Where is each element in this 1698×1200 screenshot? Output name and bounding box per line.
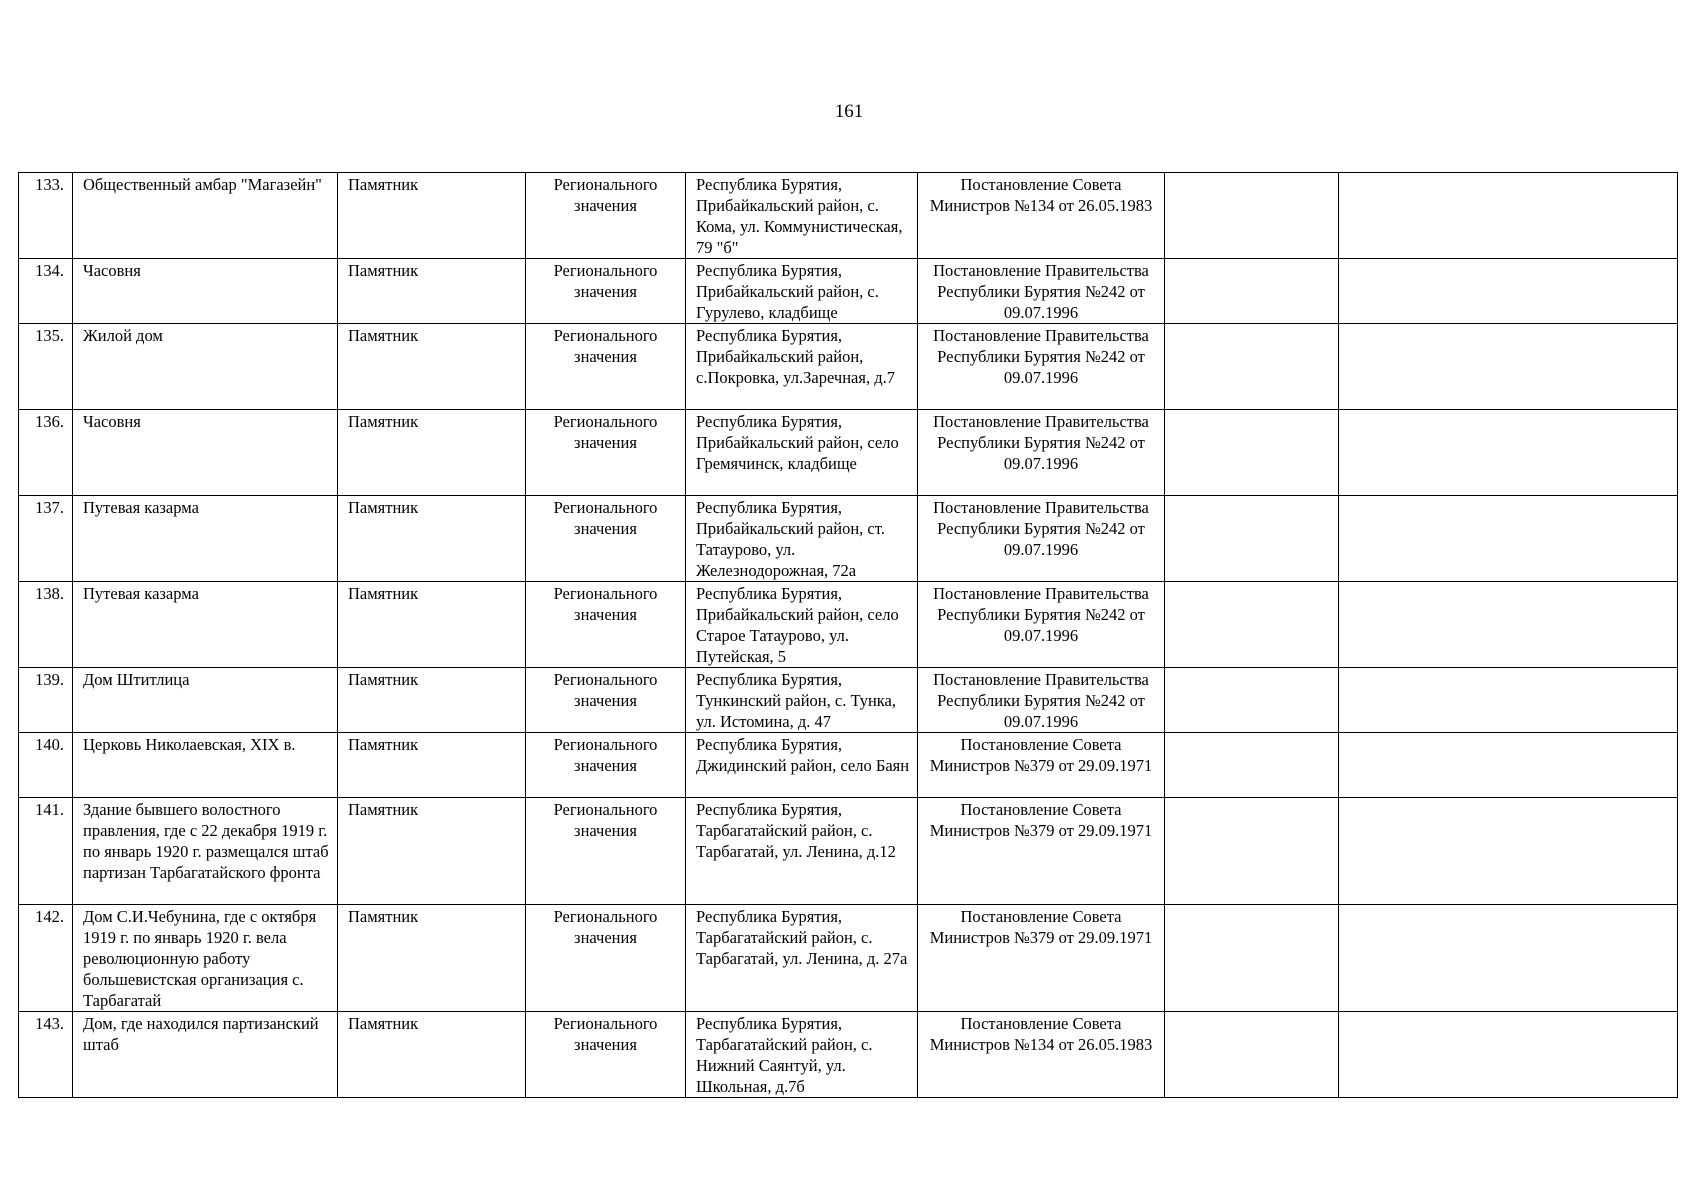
- object-name: Здание бывшего волостного правления, где с 22 декабря 1919 г. по январь 1920 г. размещался штаб партизан Тарбагатайского фронта: [73, 798, 338, 905]
- object-name: Общественный амбар "Магазейн": [73, 173, 338, 259]
- object-category: Памятник: [338, 798, 526, 905]
- object-address: Республика Бурятия, Прибайкальский район, с.Покровка, ул.Заречная, д.7: [686, 324, 918, 410]
- table-row: [19, 668, 1678, 733]
- table-row: [19, 733, 1678, 798]
- empty-cell: [1339, 173, 1678, 259]
- row-number: 143.: [19, 1012, 73, 1098]
- row-number: 141.: [19, 798, 73, 905]
- object-name: Жилой дом: [73, 324, 338, 410]
- row-number: 139.: [19, 668, 73, 733]
- row-number: 138.: [19, 582, 73, 668]
- object-category: Памятник: [338, 582, 526, 668]
- object-significance: Регионального значения: [526, 1012, 686, 1098]
- object-significance: Регионального значения: [526, 668, 686, 733]
- object-category: Памятник: [338, 1012, 526, 1098]
- legal-document: Постановление Правительства Республики Бурятия №242 от 09.07.1996: [918, 496, 1165, 582]
- legal-document: Постановление Совета Министров №379 от 29.09.1971: [918, 798, 1165, 905]
- legal-document: Постановление Правительства Республики Бурятия №242 от 09.07.1996: [918, 410, 1165, 496]
- empty-cell: [1165, 173, 1339, 259]
- empty-cell: [1339, 1012, 1678, 1098]
- object-significance: Регионального значения: [526, 410, 686, 496]
- object-address: Республика Бурятия, Прибайкальский район, с. Гурулево, кладбище: [686, 259, 918, 324]
- object-address: Республика Бурятия, Прибайкальский район, с. Кома, ул. Коммунистическая, 79 "б": [686, 173, 918, 259]
- object-name: Путевая казарма: [73, 496, 338, 582]
- empty-cell: [1339, 324, 1678, 410]
- empty-cell: [1165, 259, 1339, 324]
- empty-cell: [1339, 905, 1678, 1012]
- table-row: [19, 798, 1678, 905]
- table-row: [19, 173, 1678, 259]
- object-category: Памятник: [338, 259, 526, 324]
- empty-cell: [1165, 668, 1339, 733]
- legal-document: Постановление Правительства Республики Бурятия №242 от 09.07.1996: [918, 259, 1165, 324]
- object-significance: Регионального значения: [526, 496, 686, 582]
- row-number: 135.: [19, 324, 73, 410]
- object-significance: Регионального значения: [526, 798, 686, 905]
- empty-cell: [1165, 324, 1339, 410]
- empty-cell: [1339, 733, 1678, 798]
- empty-cell: [1165, 496, 1339, 582]
- object-name: Дом С.И.Чебунина, где с октября 1919 г. по январь 1920 г. вела революционную работу большевистская организация с. Тарбагатай: [73, 905, 338, 1012]
- row-number: 137.: [19, 496, 73, 582]
- object-address: Республика Бурятия, Прибайкальский район, село Гремячинск, кладбище: [686, 410, 918, 496]
- object-address: Республика Бурятия, Прибайкальский район, ст. Татаурово, ул. Железнодорожная, 72а: [686, 496, 918, 582]
- object-address: Республика Бурятия, Прибайкальский район, село Старое Татаурово, ул. Путейская, 5: [686, 582, 918, 668]
- legal-document: Постановление Совета Министров №379 от 29.09.1971: [918, 733, 1165, 798]
- empty-cell: [1339, 798, 1678, 905]
- page-number: 161: [834, 101, 864, 122]
- legal-document: Постановление Правительства Республики Бурятия №242 от 09.07.1996: [918, 668, 1165, 733]
- table-row: [19, 410, 1678, 496]
- row-number: 134.: [19, 259, 73, 324]
- object-name: Часовня: [73, 410, 338, 496]
- empty-cell: [1165, 733, 1339, 798]
- empty-cell: [1165, 582, 1339, 668]
- object-significance: Регионального значения: [526, 324, 686, 410]
- object-category: Памятник: [338, 410, 526, 496]
- object-address: Республика Бурятия, Джидинский район, село Баян: [686, 733, 918, 798]
- legal-document: Постановление Правительства Республики Бурятия №242 от 09.07.1996: [918, 324, 1165, 410]
- empty-cell: [1339, 668, 1678, 733]
- object-name: Путевая казарма: [73, 582, 338, 668]
- object-significance: Регионального значения: [526, 905, 686, 1012]
- object-category: Памятник: [338, 496, 526, 582]
- row-number: 136.: [19, 410, 73, 496]
- empty-cell: [1339, 259, 1678, 324]
- object-significance: Регионального значения: [526, 582, 686, 668]
- object-category: Памятник: [338, 668, 526, 733]
- object-category: Памятник: [338, 905, 526, 1012]
- legal-document: Постановление Совета Министров №134 от 26.05.1983: [918, 1012, 1165, 1098]
- object-category: Памятник: [338, 733, 526, 798]
- object-address: Республика Бурятия, Тарбагатайский район, с. Тарбагатай, ул. Ленина, д. 27а: [686, 905, 918, 1012]
- table-row: [19, 259, 1678, 324]
- object-name: Дом, где находился партизанский штаб: [73, 1012, 338, 1098]
- empty-cell: [1339, 496, 1678, 582]
- object-address: Республика Бурятия, Тарбагатайский район, с. Тарбагатай, ул. Ленина, д.12: [686, 798, 918, 905]
- empty-cell: [1165, 1012, 1339, 1098]
- object-significance: Регионального значения: [526, 259, 686, 324]
- object-address: Республика Бурятия, Тарбагатайский район, с. Нижний Саянтуй, ул. Школьная, д.7б: [686, 1012, 918, 1098]
- object-name: Дом Штитлица: [73, 668, 338, 733]
- object-significance: Регионального значения: [526, 173, 686, 259]
- heritage-registry-table: [18, 172, 1678, 1098]
- object-significance: Регионального значения: [526, 733, 686, 798]
- empty-cell: [1339, 582, 1678, 668]
- row-number: 140.: [19, 733, 73, 798]
- empty-cell: [1339, 410, 1678, 496]
- object-address: Республика Бурятия, Тункинский район, с. Тунка, ул. Истомина, д. 47: [686, 668, 918, 733]
- table-row: [19, 582, 1678, 668]
- row-number: 133.: [19, 173, 73, 259]
- object-category: Памятник: [338, 173, 526, 259]
- empty-cell: [1165, 905, 1339, 1012]
- legal-document: Постановление Правительства Республики Бурятия №242 от 09.07.1996: [918, 582, 1165, 668]
- table-row: [19, 1012, 1678, 1098]
- table-row: [19, 496, 1678, 582]
- empty-cell: [1165, 798, 1339, 905]
- legal-document: Постановление Совета Министров №134 от 26.05.1983: [918, 173, 1165, 259]
- table-row: [19, 905, 1678, 1012]
- object-category: Памятник: [338, 324, 526, 410]
- object-name: Церковь Николаевская, XIX в.: [73, 733, 338, 798]
- empty-cell: [1165, 410, 1339, 496]
- legal-document: Постановление Совета Министров №379 от 29.09.1971: [918, 905, 1165, 1012]
- row-number: 142.: [19, 905, 73, 1012]
- table-row: [19, 324, 1678, 410]
- object-name: Часовня: [73, 259, 338, 324]
